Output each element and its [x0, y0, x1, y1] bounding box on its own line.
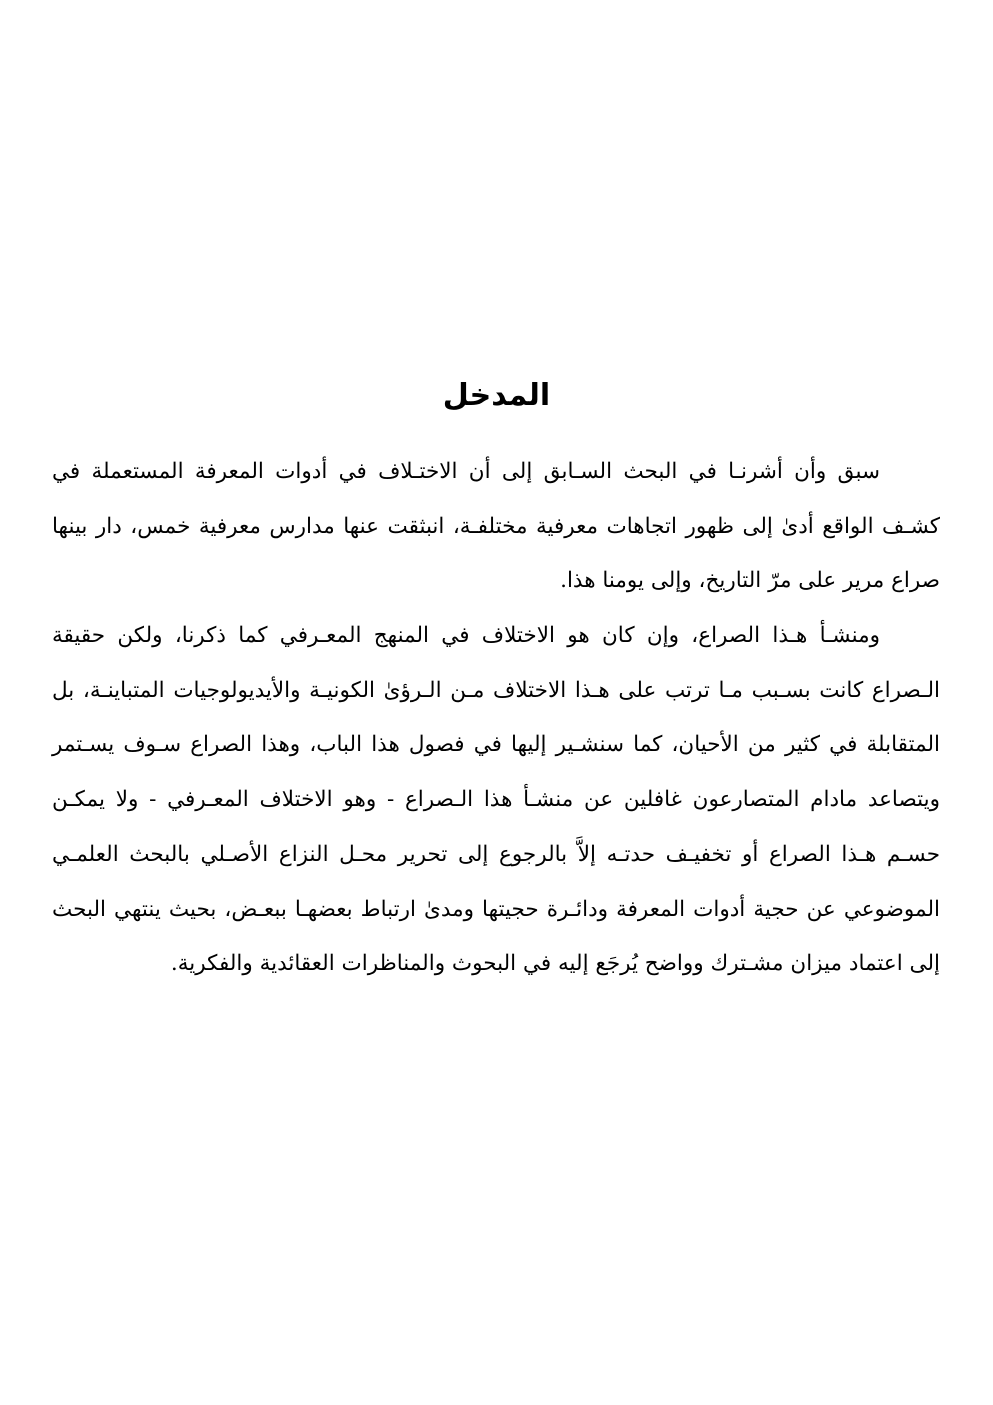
section-heading: المدخل — [442, 378, 551, 413]
paragraph-1: سبق وأن أشرنـا في البحث السـابق إلى أن الاختـلاف في أدوات المعرفة المستعملة في كشـف الواقع أدىٰ إلى ظهور اتجاهات معرفية مختلفـة، انبثقت عنها مدارس معرفية خمس، دار بينها صراع مرير على مرّ التاريخ، وإلى يومنا هذا. — [52, 459, 940, 594]
paragraph-2: ومنشـأ هـذا الصراع، وإن كان هو الاختلاف في المنهج المعـرفي كما ذكرنا، ولكن حقيقة الـصراع كانت بسـبب مـا ترتب على هـذا الاختلاف مـن الـرؤىٰ الكونيـة والأيديولوجيات المتباينـة، بل المتقابلة في كثير من الأحيان، كما سنشـير إليها في فصول هذا الباب، وهذا الصراع سـوف يسـتمر ويتصاعد مادام المتصارعون غافلين عن منشـأ هذا الـصراع - وهو الاختلاف المعـرفي - ولا يمكـن حسـم هـذا الصراع أو تخفيـف حدتـه إلاَّ بالرجوع إلى تحرير محـل النزاع الأصـلي بالبحث العلمـي الموضوعي عن حجية أدوات المعرفة ودائـرة حجيتها ومدىٰ ارتباط بعضهـا ببعـض، بحيث ينتهي البحث إلى اعتماد ميزان مشـترك وواضح يُرجَع إليه في البحوث والمناظرات العقائدية والفكرية. — [52, 623, 940, 977]
